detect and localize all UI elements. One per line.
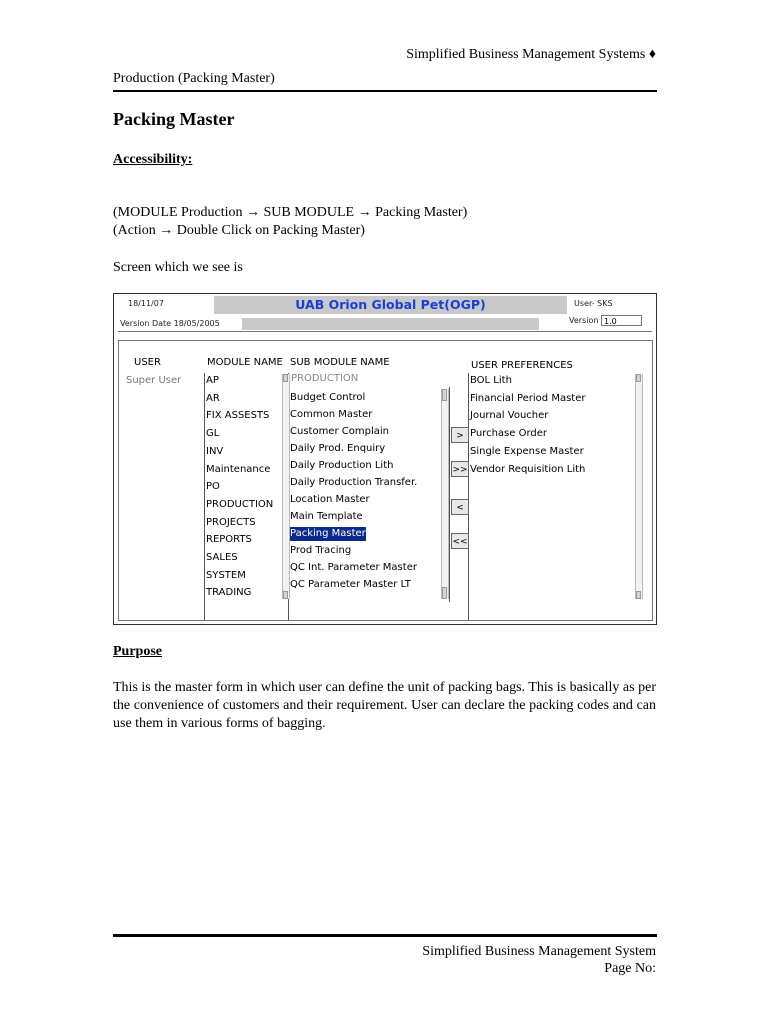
submodule-list-item[interactable]: Packing Master [290,528,366,539]
submodule-list-item[interactable]: Budget Control [290,392,366,403]
module-list-item[interactable]: PRODUCTION [206,498,274,510]
submodule-list-item[interactable]: Prod Tracing [290,545,352,556]
preference-list-item[interactable]: Financial Period Master [470,392,586,404]
version-date: Version Date 18/05/2005 [120,319,220,328]
submodule-header: PRODUCTION [291,373,359,384]
version-label: Version [569,316,599,325]
submodule-list-item[interactable]: QC Parameter Master LT [290,579,411,590]
submodule-list-item[interactable]: QC Int. Parameter Master [290,562,417,573]
module-list-item[interactable]: REPORTS [206,534,252,546]
purpose-heading: Purpose [113,644,162,659]
accessibility-line-1: (MODULE Production → SUB MODULE → Packing Master) [113,205,468,220]
submodule-list-item[interactable]: Location Master [290,494,370,505]
module-list-item[interactable]: INV [206,445,224,457]
divider [204,373,205,620]
submodule-list-item[interactable]: Main Template [290,511,363,522]
submodule-list-item[interactable]: Daily Production Transfer. [290,477,418,488]
column-user: USER [134,357,161,368]
column-submodule: SUB MODULE NAME [290,357,390,368]
accessibility-heading: Accessibility: [113,152,193,167]
remove-all-button[interactable]: << [451,533,469,549]
module-list-item[interactable]: GL [206,428,220,440]
user-label: User- SKS [574,299,613,308]
header-section: Production (Packing Master) [113,71,275,86]
remove-button[interactable]: < [451,499,469,515]
screen-intro: Screen which we see is [113,260,243,275]
scroll-thumb[interactable] [636,374,641,382]
submodule-scrollbar[interactable] [441,389,449,599]
preference-list-item[interactable]: Journal Voucher [470,410,549,422]
scroll-thumb[interactable] [636,591,641,599]
header-rule [113,90,657,92]
module-list-item[interactable]: Maintenance [206,463,271,475]
accessibility-line-2: (Action → Double Click on Packing Master) [113,223,365,238]
footer-company: Simplified Business Management System [422,944,656,959]
module-list-item[interactable]: SYSTEM [206,569,246,581]
submodule-list-item[interactable]: Customer Complain [290,426,389,437]
divider [449,387,450,602]
preference-list-item[interactable]: Vendor Requisition Lith [470,463,586,475]
packing-master-screenshot [113,293,657,625]
column-preferences: USER PREFERENCES [471,360,573,371]
scroll-thumb[interactable] [283,591,288,599]
top-separator [118,331,652,332]
add-button[interactable]: > [451,427,469,443]
module-list-item[interactable]: PO [206,481,220,493]
version-date-bar [242,318,539,330]
header-company: Simplified Business Management Systems ♦ [406,47,656,62]
module-list-item[interactable]: AR [206,392,220,404]
module-list-item[interactable]: AP [206,375,219,386]
module-list-item[interactable]: TRADING [206,587,252,599]
divider [468,373,469,620]
scroll-thumb[interactable] [442,587,447,599]
submodule-list-item[interactable]: Common Master [290,409,373,420]
module-list-item[interactable]: PROJECTS [206,516,256,528]
scroll-thumb[interactable] [442,389,447,401]
purpose-text: This is the master form in which user can define the unit of packing bags. This is basically as per the convenience of customers and their requirement. User can declare the packing codes and can use them in various forms of bagging. [113,680,656,731]
version-field[interactable]: 1.0 [601,315,642,326]
preference-list-item[interactable]: Purchase Order [470,428,548,440]
footer-rule [113,934,657,937]
module-scrollbar[interactable] [282,374,290,599]
preferences-scrollbar[interactable] [635,374,643,599]
access-panel [118,340,653,621]
column-module: MODULE NAME [207,357,283,368]
module-list-item[interactable]: FIX ASSESTS [206,410,270,422]
screen-date: 18/11/07 [128,299,164,308]
submodule-list-item[interactable]: Daily Production Lith [290,460,394,471]
scroll-thumb[interactable] [283,374,288,382]
add-all-button[interactable]: >> [451,461,469,477]
footer-page-number: Page No: [604,961,656,976]
preference-list-item[interactable]: BOL Lith [470,375,512,386]
page-title: Packing Master [113,109,235,129]
user-list-item[interactable]: Super User [126,375,182,386]
module-list-item[interactable]: SALES [206,552,238,563]
preference-list-item[interactable]: Single Expense Master [470,445,584,457]
submodule-list-item[interactable]: Daily Prod. Enquiry [290,443,386,454]
app-title: UAB Orion Global Pet(OGP) [295,297,486,312]
